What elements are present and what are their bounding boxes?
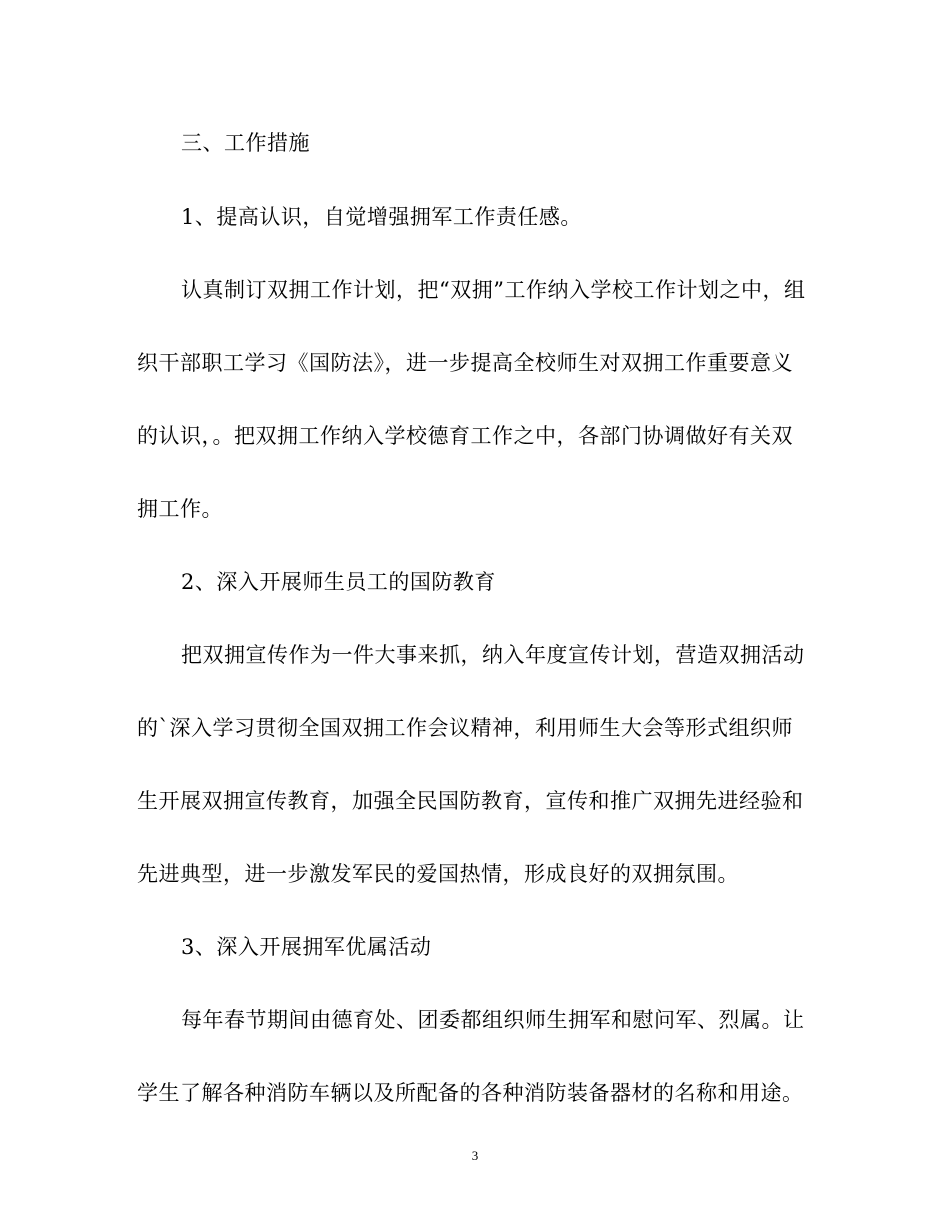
paragraph-line: 拥工作。 bbox=[137, 497, 223, 521]
subheading-2: 2、深入开展师生员工的国防教育 bbox=[181, 570, 496, 594]
paragraph-line: 学生了解各种消防车辆以及所配备的各种消防装备器材的名称和用途。 bbox=[137, 1081, 804, 1105]
section-heading: 三、工作措施 bbox=[181, 131, 310, 155]
paragraph-line: 认真制订双拥工作计划，把“双拥”工作纳入学校工作计划之中，组 bbox=[181, 278, 806, 302]
paragraph-line: 每年春节期间由德育处、团委都组织师生拥军和慰问军、烈属。让 bbox=[181, 1008, 805, 1032]
paragraph-line: 的认识，。把双拥工作纳入学校德育工作之中，各部门协调做好有关双 bbox=[137, 424, 793, 448]
paragraph-line: 生开展双拥宣传教育，加强全民国防教育，宣传和推广双拥先进经验和 bbox=[137, 789, 804, 813]
paragraph-line: 织干部职工学习《国防法》，进一步提高全校师生对双拥工作重要意义 bbox=[137, 351, 793, 375]
subheading-1: 1、提高认识，自觉增强拥军工作责任感。 bbox=[181, 205, 582, 229]
subheading-3: 3、深入开展拥军优属活动 bbox=[181, 935, 432, 959]
paragraph-line: 的`深入学习贯彻全国双拥工作会议精神，利用师生大会等形式组织师 bbox=[137, 716, 793, 740]
paragraph-line: 先进典型，进一步激发军民的爱国热情，形成良好的双拥氛围。 bbox=[137, 862, 739, 886]
page-number: 3 bbox=[471, 1148, 479, 1163]
paragraph-line: 把双拥宣传作为一件大事来抓，纳入年度宣传计划，营造双拥活动 bbox=[181, 643, 805, 667]
